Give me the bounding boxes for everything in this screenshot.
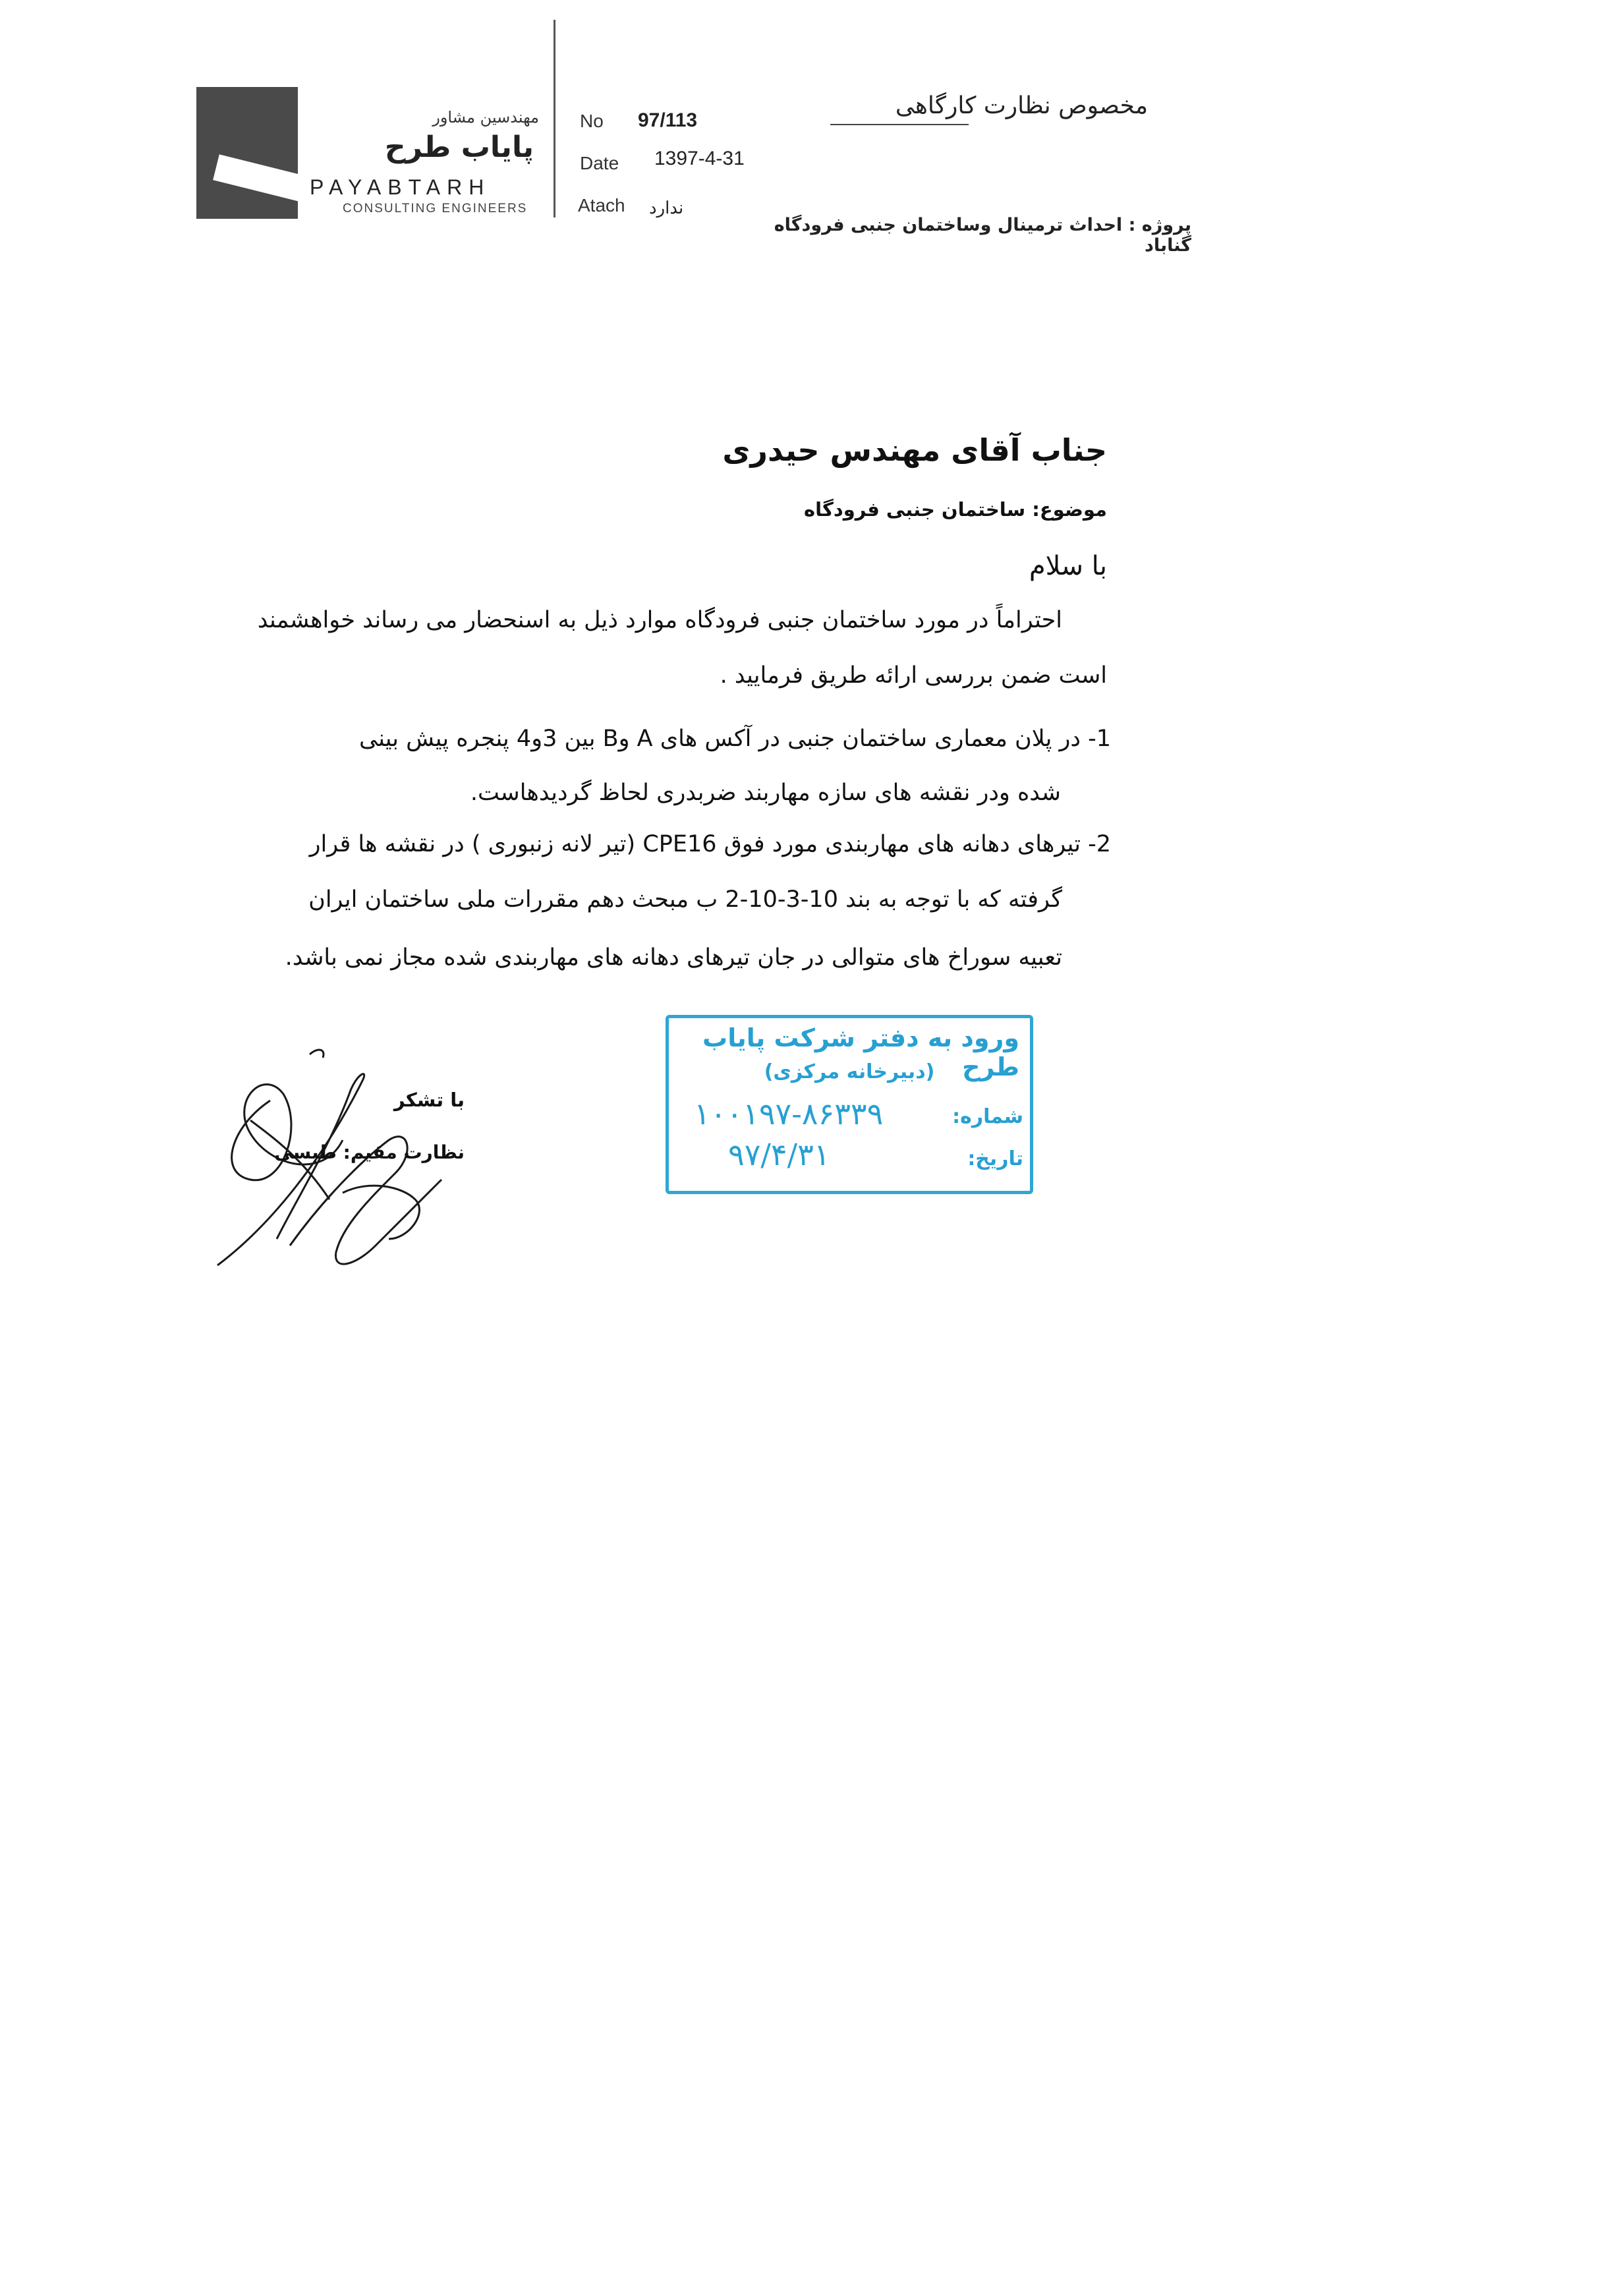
- logo-mark: [213, 154, 298, 201]
- receipt-stamp-title: ورود به دفتر شرکت پایاب طرح: [702, 1023, 1019, 1081]
- company-logo: [196, 87, 298, 219]
- site-supervision-stamp: مخصوص نظارت کارگاهی: [895, 92, 1148, 119]
- list-item-1-line: 1- در پلان معماری ساختمان جنبی در آکس های A وB بین 3و4 پنجره پیش بینی: [359, 726, 1111, 752]
- letter-number: 97/113: [638, 109, 698, 131]
- receipt-stamp-subtitle: (دبیرخانه مرکزی): [764, 1060, 935, 1083]
- receipt-date: ۹۷/۴/۳۱: [728, 1137, 830, 1172]
- receipt-number-label: شماره:: [952, 1105, 1023, 1128]
- attachment-label: Atach: [578, 195, 625, 215]
- paragraph-line: است ضمن بررسی ارائه طریق فرمایید .: [720, 662, 1107, 689]
- company-name-en: PAYABTARH: [310, 175, 491, 199]
- company-type-fa: مهندسین مشاور: [432, 108, 539, 127]
- list-item-2-line: 2- تیرهای دهانه های مهاربندی مورد فوق CPE16 (تیر لانه زنبوری ) در نقشه ها قرار: [309, 831, 1111, 857]
- receipt-stamp: [666, 1015, 1033, 1194]
- list-item-2-line: تعبیه سوراخ های متوالی در جان تیرهای دهانه های مهاربندی شده مجاز نمی باشد.: [285, 944, 1062, 971]
- receipt-number: ۱۰۰۱۹۷-۸۶۳۳۹: [694, 1096, 884, 1132]
- closing-thanks: با تشکر: [393, 1089, 465, 1111]
- header-divider: [554, 20, 555, 217]
- list-item-2-line: گرفته که با توجه به بند 10-3-10-2 ب مبحث دهم مقررات ملی ساختمان ایران: [308, 886, 1062, 913]
- recipient: جناب آقای مهندس حیدری: [722, 432, 1107, 468]
- receipt-date-label: تاریخ:: [967, 1147, 1023, 1170]
- greeting: با سلام: [1029, 551, 1107, 581]
- paragraph-line: احتراماً در مورد ساختمان جنبی فرودگاه موارد ذیل به اسنحضار می رساند خواهشمند: [257, 607, 1062, 633]
- company-name-fa: پایاب طرح: [384, 130, 534, 164]
- list-item-1-line: شده ودر نقشه های سازه مهاربند ضربدری لحاظ گردیدهاست.: [470, 780, 1061, 806]
- project-line: پروژه : احداث ترمینال وساختمان جنبی فرودگاه گناباد: [774, 215, 1191, 256]
- letter-date: 1397-4-31: [654, 148, 745, 169]
- date-label: Date: [580, 153, 619, 173]
- attachment-value: ندارد: [649, 198, 684, 217]
- stamp-underline: [830, 124, 969, 125]
- company-subtitle-en: CONSULTING ENGINEERS: [343, 202, 528, 215]
- signer-name: نظارت مقیم: طبسی: [274, 1141, 465, 1163]
- subject: موضوع: ساختمان جنبی فرودگاه: [804, 498, 1107, 521]
- number-label: No: [580, 111, 604, 131]
